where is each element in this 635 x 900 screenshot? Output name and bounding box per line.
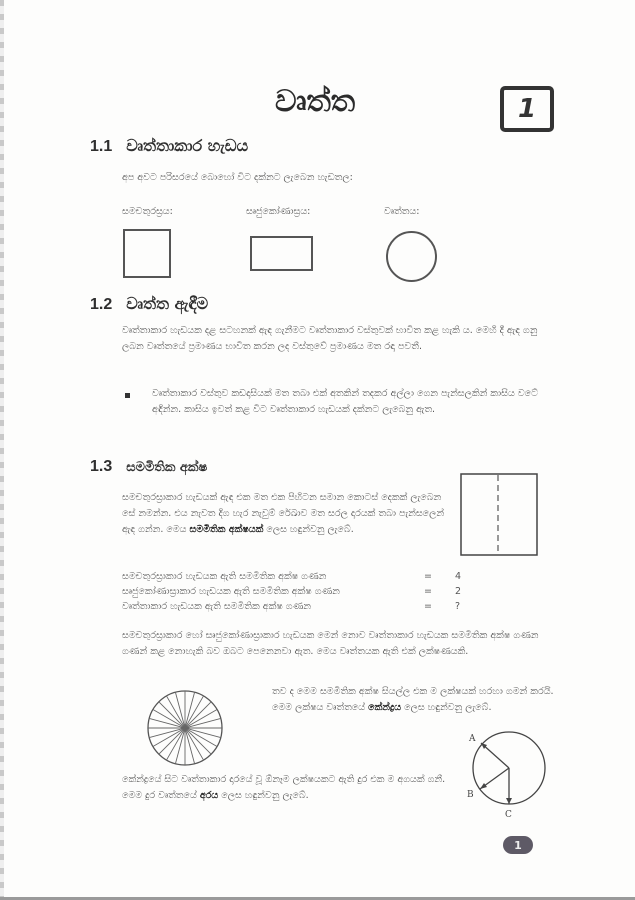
paragraph-text: කේන්ද්‍රයේ සිට වෘත්තාකාර දාරයේ වූ ඕනෑම ලක්ෂයකට ඇති දුර එක ම අගයක් ගනී. මෙම දුර වෘත්තයේ xyxy=(122,774,446,801)
term-centre: කේන්ද්‍රය xyxy=(368,702,402,713)
section-title: වෘත්තාකාර හැඩය xyxy=(126,136,249,155)
section-1-3-paragraph-3 xyxy=(272,684,562,716)
term-axis-of-symmetry: සමමිතික අක්ෂයක් xyxy=(189,524,264,535)
folded-square-diagram xyxy=(460,473,540,558)
square-outline xyxy=(461,474,537,555)
point-label-a: A xyxy=(469,734,476,744)
paragraph-text: ලෙස හඳුන්වනු ලැබේ. xyxy=(266,524,354,535)
row-label: සෘජුකෝණාස්‍රාකාර හැඩයක ඇති සමමිතික අක්ෂ ගණන xyxy=(122,586,340,597)
section-heading-1-3 xyxy=(90,458,207,476)
row-value: 2 xyxy=(455,586,462,597)
page-number-badge xyxy=(503,836,533,854)
shape-label-rectangle: සෘජුකෝණාස්‍රය: xyxy=(246,206,311,217)
rectangle-shape xyxy=(250,236,313,271)
section-number: 1.2 xyxy=(90,296,113,313)
row-value: ? xyxy=(455,601,461,612)
section-heading-1-1 xyxy=(90,136,248,156)
scan-binding-edge xyxy=(0,0,4,900)
section-heading-1-2 xyxy=(90,294,208,314)
shape-label-square: සමචතුරස්‍රය: xyxy=(122,206,173,217)
equals-sign: = xyxy=(424,586,432,597)
row-label: වෘත්තාකාර හැඩයක ඇති සමමිතික අක්ෂ ගණන xyxy=(122,601,311,612)
symmetry-row-circle xyxy=(122,601,461,615)
arrowhead-c xyxy=(506,798,512,804)
chapter-number: 1 xyxy=(517,94,537,124)
circle-shape xyxy=(386,231,437,282)
square-shape xyxy=(123,229,171,278)
shape-label-circle: වෘත්තය: xyxy=(384,206,420,217)
section-1-2-bullet-text: වෘත්තාකාර වස්තුව කඩදාසියක් මත තබා එක් අතකින් තදකර අල්ලා ගෙන පැන්සලකින් කාසිය වටේ අඳින්න. කාසිය ඉවත් කළ විට වෘත්තාකාර හැඩයක් දක්නට ලැබෙනු ඇත. xyxy=(152,388,538,415)
section-1-3-paragraph xyxy=(122,490,452,538)
point-label-b: B xyxy=(467,790,474,800)
chapter-title: වෘත්ත xyxy=(275,84,356,119)
equals-sign: = xyxy=(424,601,432,612)
paragraph-text: ලෙස හඳුන්වනු ලැබේ. xyxy=(404,702,492,713)
row-value: 4 xyxy=(455,571,462,582)
paragraph-text: ලෙස හඳුන්වනු ලැබේ. xyxy=(221,790,309,801)
row-label: සමචතුරස්‍රාකාර හැඩයක ඇති සමමිතික අක්ෂ ගණන xyxy=(122,571,327,582)
section-1-3-paragraph-4 xyxy=(122,772,462,804)
section-title: වෘත්ත ඇඳීම xyxy=(126,294,209,313)
circle-symmetry-axes-diagram xyxy=(145,688,225,768)
point-label-c: C xyxy=(505,810,512,820)
page-number: 1 xyxy=(514,838,522,852)
symmetry-row-square xyxy=(122,571,462,585)
radius-diagram xyxy=(465,725,565,825)
section-number: 1.3 xyxy=(90,458,113,475)
paragraph-text: සමචතුරස්‍රාකාර හැඩයක් ඇඳ එක මත එක පිහිටන සමාන කොටස් දෙකක් ලැබෙන සේ නමන්න. එය නැවත දිග හැර නැවුම් රේඛාව මත සරල දාරයක් තබා පැන්සලෙන් ඇඳ ගන්න. මෙය xyxy=(122,492,445,535)
paragraph-text: තව ද මෙම සමමිතික අක්ෂ සියල්ල එක ම ලක්ෂයක් හරහා ගමන් කරයි. මෙම ලක්ෂය වෘත්තයේ xyxy=(272,686,554,713)
section-1-1-intro: අප අවට පරිසරයේ බොහෝ විට දක්නට ලැබෙන හැඩතල: xyxy=(122,172,353,183)
section-1-2-paragraph: වෘත්තාකාර හැඩයක දළ සටහනක් ඇඳ ගැනීමට වෘත්තාකාර වස්තුවක් භාවිත කළ හැකි ය. මෙහි දී ඇඳ ගනු ලබන වෘත්තයේ ප්‍රමාණය භාවිත කරන ලද වස්තුවේ ප්‍රමාණය මත රඳා පවතී. xyxy=(122,325,538,352)
bullet-icon xyxy=(125,393,130,398)
section-title: සමමිතික අක්ෂ xyxy=(126,460,208,475)
section-1-3-paragraph-2: සමචතුරස්‍රාකාර හෝ සෘජුකෝණාස්‍රාකාර හැඩයක මෙන් නොව වෘත්තාකාර හැඩයක සමමිතික අක්ෂ ගණන ගණන් කළ නොහැකි බව ඔබට පෙනෙනවා ඇත. මෙය වෘත්තයක ඇති එක් ලක්ෂණයකි. xyxy=(122,630,539,657)
term-radius: අරය xyxy=(199,790,219,801)
section-number: 1.1 xyxy=(90,138,113,155)
chapter-number-box xyxy=(500,86,554,132)
equals-sign: = xyxy=(424,571,432,582)
symmetry-row-rectangle xyxy=(122,586,462,600)
